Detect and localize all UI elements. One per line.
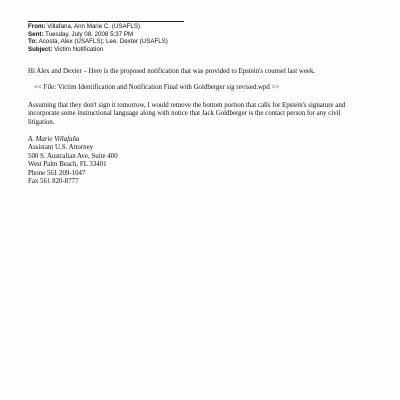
header-divider: [28, 21, 184, 22]
body-paragraph: Assuming that they don't sign it tomorrow, I would remove the bottom portion that calls for Epstein's signature and incorporate some instructional language along with notice that Jack Goldberger is the contact person for any civil litigation.: [28, 101, 346, 126]
signature-phone: Phone 561 209-1047: [28, 169, 86, 177]
attachment-reference: << File: Victim Identification and Notification Final with Goldberger sig revised.wpd >>: [34, 84, 280, 92]
from-line: [28, 23, 168, 31]
subject-label: Subject:: [28, 45, 53, 53]
from-label: From:: [28, 23, 46, 30]
to-line: [28, 38, 168, 46]
signature-title: Assistant U.S. Attorney: [28, 144, 94, 152]
signature-name: A. Marie Villafaña: [28, 136, 80, 144]
sent-line: [28, 31, 168, 39]
sent-label: Sent:: [28, 30, 44, 38]
signature-block: [28, 136, 368, 186]
subject-value: Victim Notification: [54, 45, 104, 53]
signature-address-line-2: West Palm Beach, FL 33401: [28, 161, 107, 169]
signature-fax: Fax 561 820-8777: [28, 178, 79, 186]
to-value: Acosta, Alex (USAFLS); Lee, Dexter (USAFLS): [38, 38, 168, 46]
signature-address-line-1: 500 S. Australian Ave, Suite 400: [28, 152, 118, 160]
email-header: [28, 23, 168, 53]
to-label: To:: [28, 38, 38, 46]
greeting-paragraph: Hi Alex and Dexter – Here is the proposed notification that was provided to Epstein's counsel last week.: [28, 68, 316, 75]
from-value: Villafana, Ann Marie C. (USAFLS): [47, 23, 141, 30]
subject-line: [28, 46, 168, 54]
email-body: [28, 68, 368, 186]
sent-value: Tuesday, July 08, 2008 5:37 PM: [45, 30, 134, 38]
